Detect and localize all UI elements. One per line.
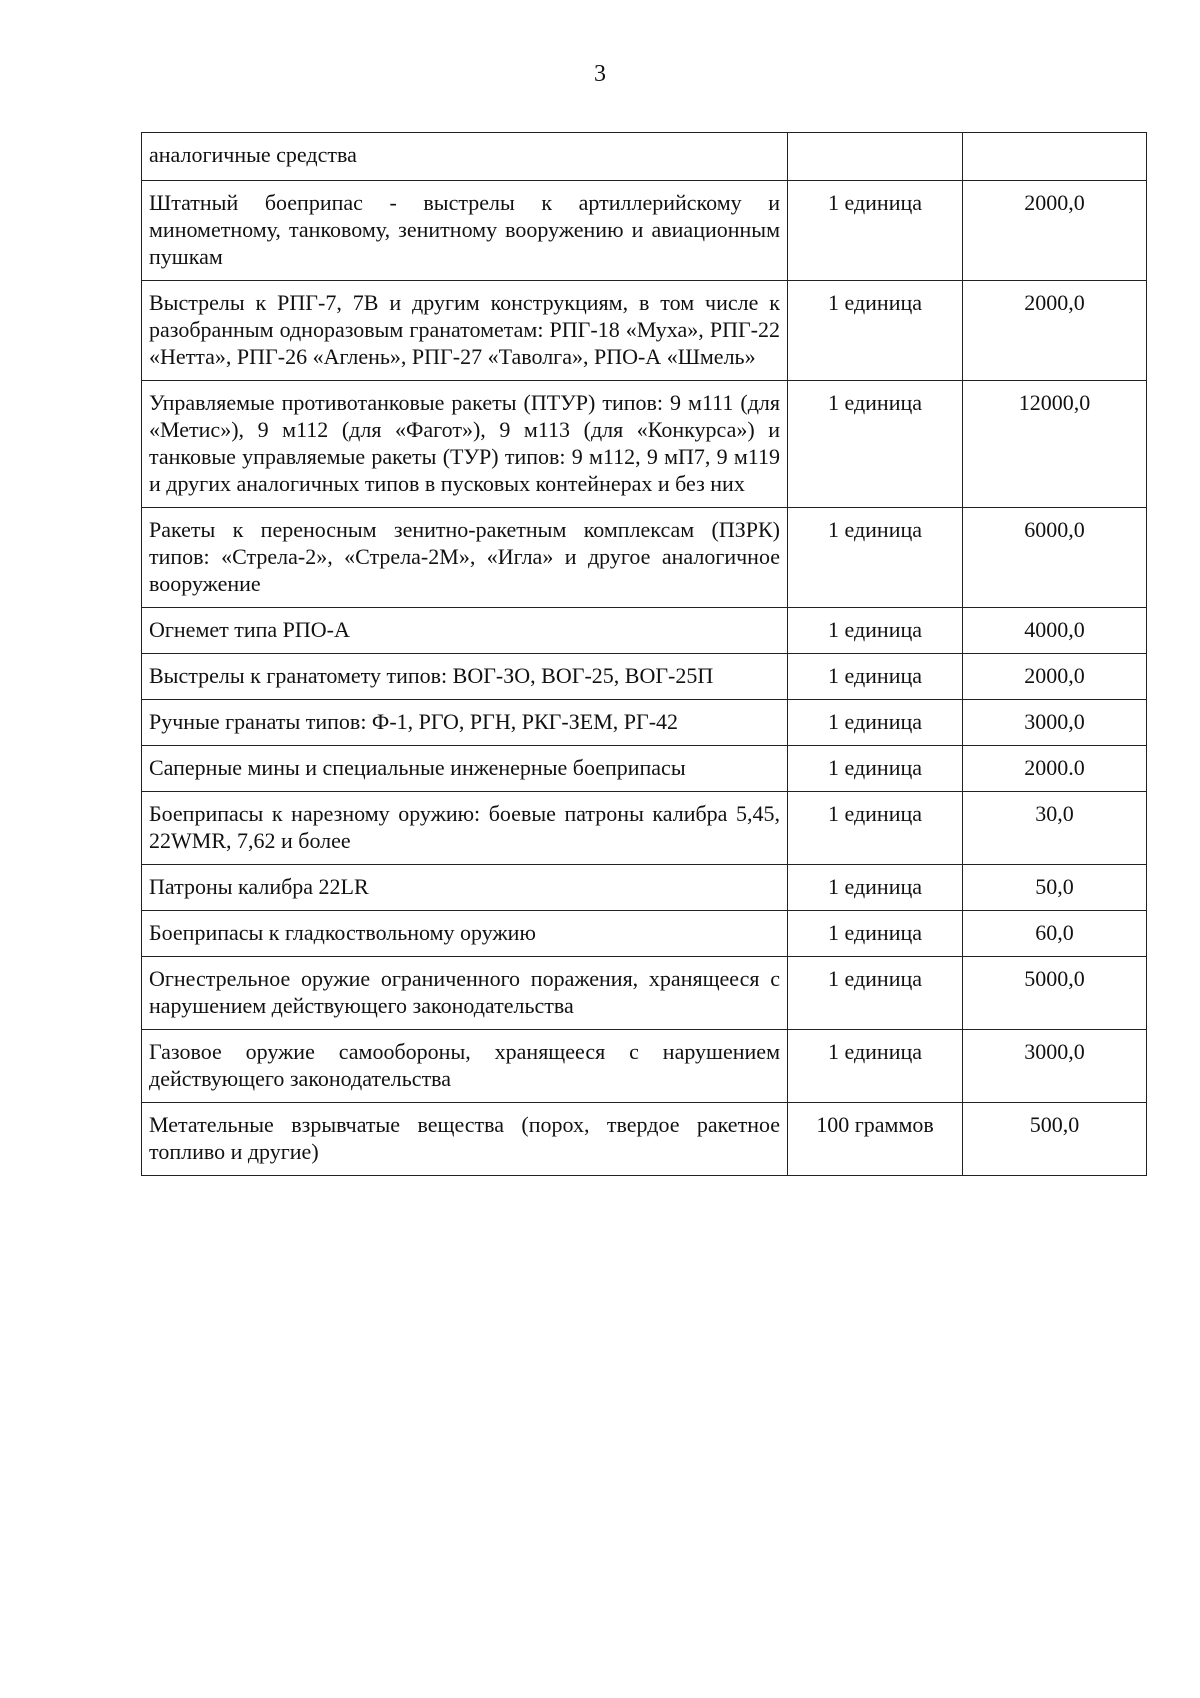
table-row [142,1103,1147,1176]
table-row [142,133,1147,181]
item-description: Выстрелы к РПГ-7, 7В и другим конструкциям, в том числе к разобранным одноразовым гранатометам: РПГ-18 «Муха», РПГ-22 «Нетта», РПГ-26 «Аглень», РПГ-27 «Таволга», РПО-А «Шмель» [142,281,788,381]
table-row [142,700,1147,746]
item-price: 60,0 [963,911,1147,957]
item-description: Ракеты к переносным зенитно-ракетным комплексам (ПЗРК) типов: «Стрела-2», «Стрела-2М», «Игла» и другое аналогичное вооружение [142,508,788,608]
item-unit: 1 единица [788,608,963,654]
table-row [142,792,1147,865]
table-row [142,181,1147,281]
item-unit: 1 единица [788,792,963,865]
item-description: Боеприпасы к гладкоствольному оружию [142,911,788,957]
table-row [142,746,1147,792]
item-unit: 1 единица [788,957,963,1030]
table-row [142,1030,1147,1103]
item-description: Метательные взрывчатые вещества (порох, твердое ракетное топливо и другие) [142,1103,788,1176]
item-unit: 1 единица [788,181,963,281]
item-description: Огнемет типа РПО-А [142,608,788,654]
item-price: 30,0 [963,792,1147,865]
item-unit: 1 единица [788,508,963,608]
item-description: Патроны калибра 22LR [142,865,788,911]
item-unit: 100 граммов [788,1103,963,1176]
item-price: 50,0 [963,865,1147,911]
price-table [141,132,1147,1176]
item-description: Боеприпасы к нарезному оружию: боевые патроны калибра 5,45, 22WMR, 7,62 и более [142,792,788,865]
item-description: Управляемые противотанковые ракеты (ПТУР) типов: 9 м111 (для «Метис»), 9 м112 (для «Фагот»), 9 м113 (для «Конкурса») и танковые управляемые ракеты (ТУР) типов: 9 м112, 9 мП7, 9 м119 и других аналогичных типов в пусковых контейнерах и без них [142,381,788,508]
item-price: 6000,0 [963,508,1147,608]
item-description: Огнестрельное оружие ограниченного поражения, хранящееся с нарушением действующего законодательства [142,957,788,1030]
item-description: Выстрелы к гранатомету типов: ВОГ-ЗО, ВОГ-25, ВОГ-25П [142,654,788,700]
table-row [142,508,1147,608]
item-price: 2000,0 [963,654,1147,700]
item-unit: 1 единица [788,281,963,381]
item-unit: 1 единица [788,865,963,911]
item-price [963,133,1147,181]
item-unit: 1 единица [788,381,963,508]
item-description: Саперные мины и специальные инженерные боеприпасы [142,746,788,792]
item-price: 2000,0 [963,181,1147,281]
item-unit: 1 единица [788,700,963,746]
item-description: аналогичные средства [142,133,788,181]
item-unit [788,133,963,181]
item-description: Газовое оружие самообороны, хранящееся с нарушением действующего законодательства [142,1030,788,1103]
page-number: 3 [594,61,606,87]
table-row [142,608,1147,654]
item-unit: 1 единица [788,1030,963,1103]
item-description: Ручные гранаты типов: Ф-1, РГО, РГН, РКГ-ЗЕМ, РГ-42 [142,700,788,746]
item-description: Штатный боеприпас - выстрелы к артиллерийскому и минометному, танковому, зенитному вооружению и авиационным пушкам [142,181,788,281]
item-price: 3000,0 [963,700,1147,746]
table-row [142,281,1147,381]
table-row [142,865,1147,911]
item-price: 4000,0 [963,608,1147,654]
table-row [142,911,1147,957]
item-price: 12000,0 [963,381,1147,508]
item-price: 2000,0 [963,281,1147,381]
item-unit: 1 единица [788,911,963,957]
table-row [142,381,1147,508]
item-price: 500,0 [963,1103,1147,1176]
item-price: 5000,0 [963,957,1147,1030]
item-price: 2000.0 [963,746,1147,792]
table-row [142,654,1147,700]
table-row [142,957,1147,1030]
item-unit: 1 единица [788,654,963,700]
item-price: 3000,0 [963,1030,1147,1103]
item-unit: 1 единица [788,746,963,792]
